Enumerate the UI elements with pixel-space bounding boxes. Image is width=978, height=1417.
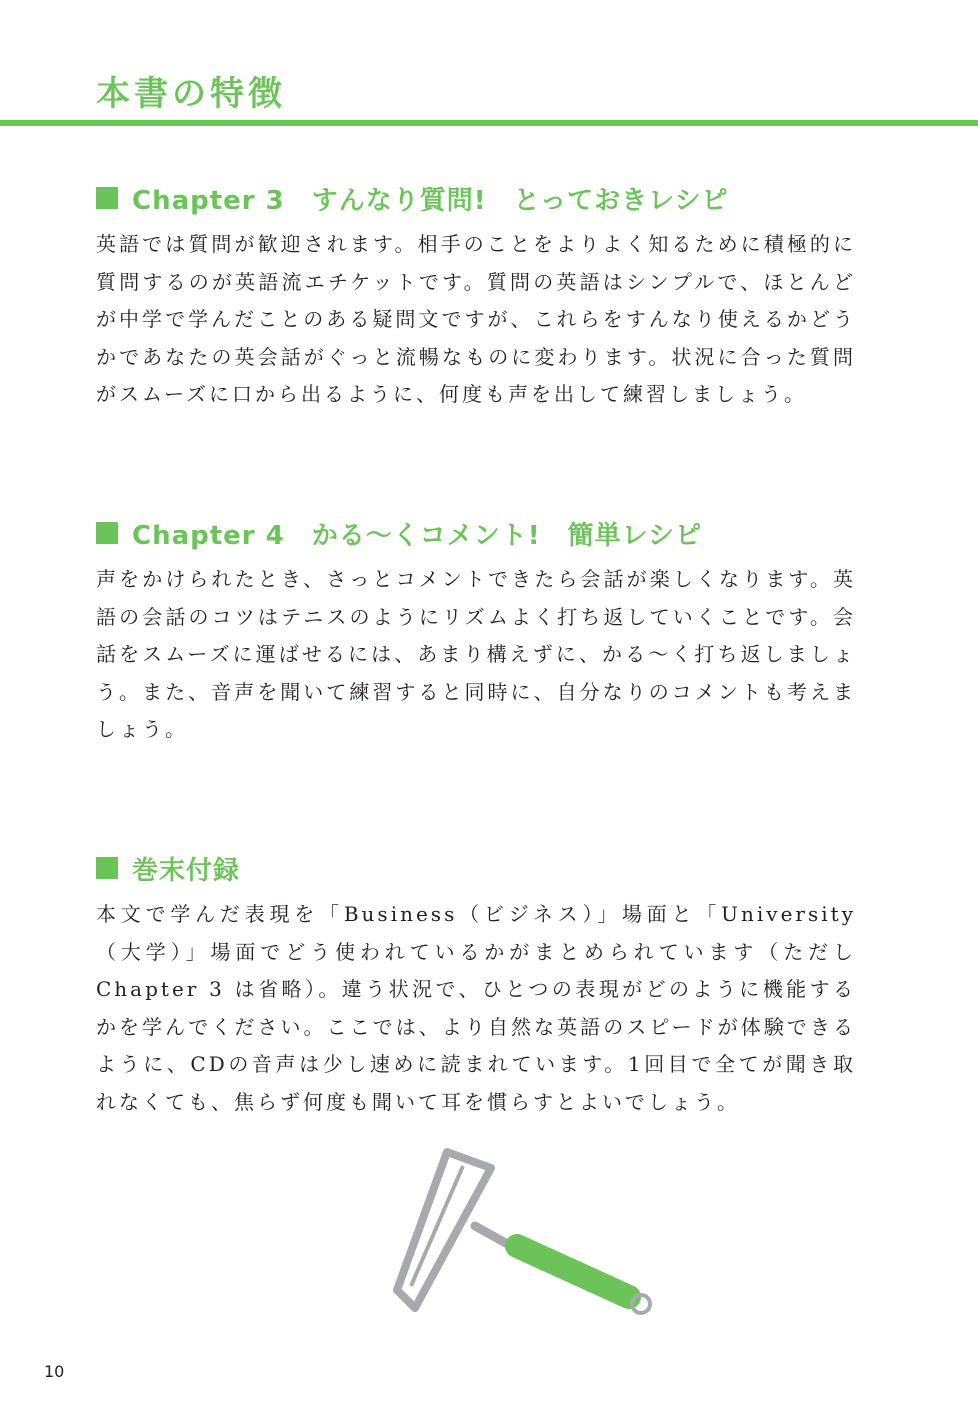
section-heading-text: 巻末付録 — [132, 855, 241, 886]
title-rule — [0, 120, 978, 126]
page-title: 本書の特徴 — [96, 74, 286, 114]
section-heading — [96, 848, 856, 888]
square-bullet-icon — [96, 857, 118, 879]
section-appendix — [96, 848, 856, 1121]
section-heading-text: Chapter 3 すんなり質問! とっておきレシピ — [132, 185, 729, 216]
section-heading — [96, 513, 856, 553]
section-body: 本文で学んだ表現を「Business（ビジネス）」場面と「University（大学）」場面でどう使われているかがまとめられています（ただしChapter 3 は省略）。違う状況で、ひとつの表現がどのように機能するかを学んでください。ここでは、より自然な英語のスピードが体験できるように、CDの音声は少し速めに読まれています。1回目で全てが聞き取れなくても、焦らず何度も聞いて耳を慣らすとよいでしょう。 — [96, 902, 856, 1114]
page-number: 10 — [44, 1362, 65, 1381]
section-body: 声をかけられたとき、さっとコメントできたら会話が楽しくなります。英語の会話のコツはテニスのようにリズムよく打ち返していくことです。会話をスムーズに運ばせるには、あまり構えずに、かる～く打ち返しましょう。また、音声を聞いて練習すると同時に、自分なりのコメントも考えましょう。 — [96, 567, 856, 741]
section-body: 英語では質問が歓迎されます。相手のことをよりよく知るために積極的に質問するのが英語流エチケットです。質問の英語はシンプルで、ほとんどが中学で学んだことのある疑問文ですが、これらをすんなり使えるかどうかであなたの英会話がぐっと流暢なものに変わります。状況に合った質問がスムーズに口から出るように、何度も声を出して練習しましょう。 — [96, 232, 856, 406]
section-heading — [96, 178, 856, 218]
section-chapter-4 — [96, 513, 856, 749]
section-heading-text: Chapter 4 かる～くコメント! 簡単レシピ — [132, 520, 702, 551]
section-chapter-3 — [96, 178, 856, 414]
square-bullet-icon — [96, 522, 118, 544]
vegetable-peeler-icon — [385, 1140, 675, 1340]
square-bullet-icon — [96, 187, 118, 209]
